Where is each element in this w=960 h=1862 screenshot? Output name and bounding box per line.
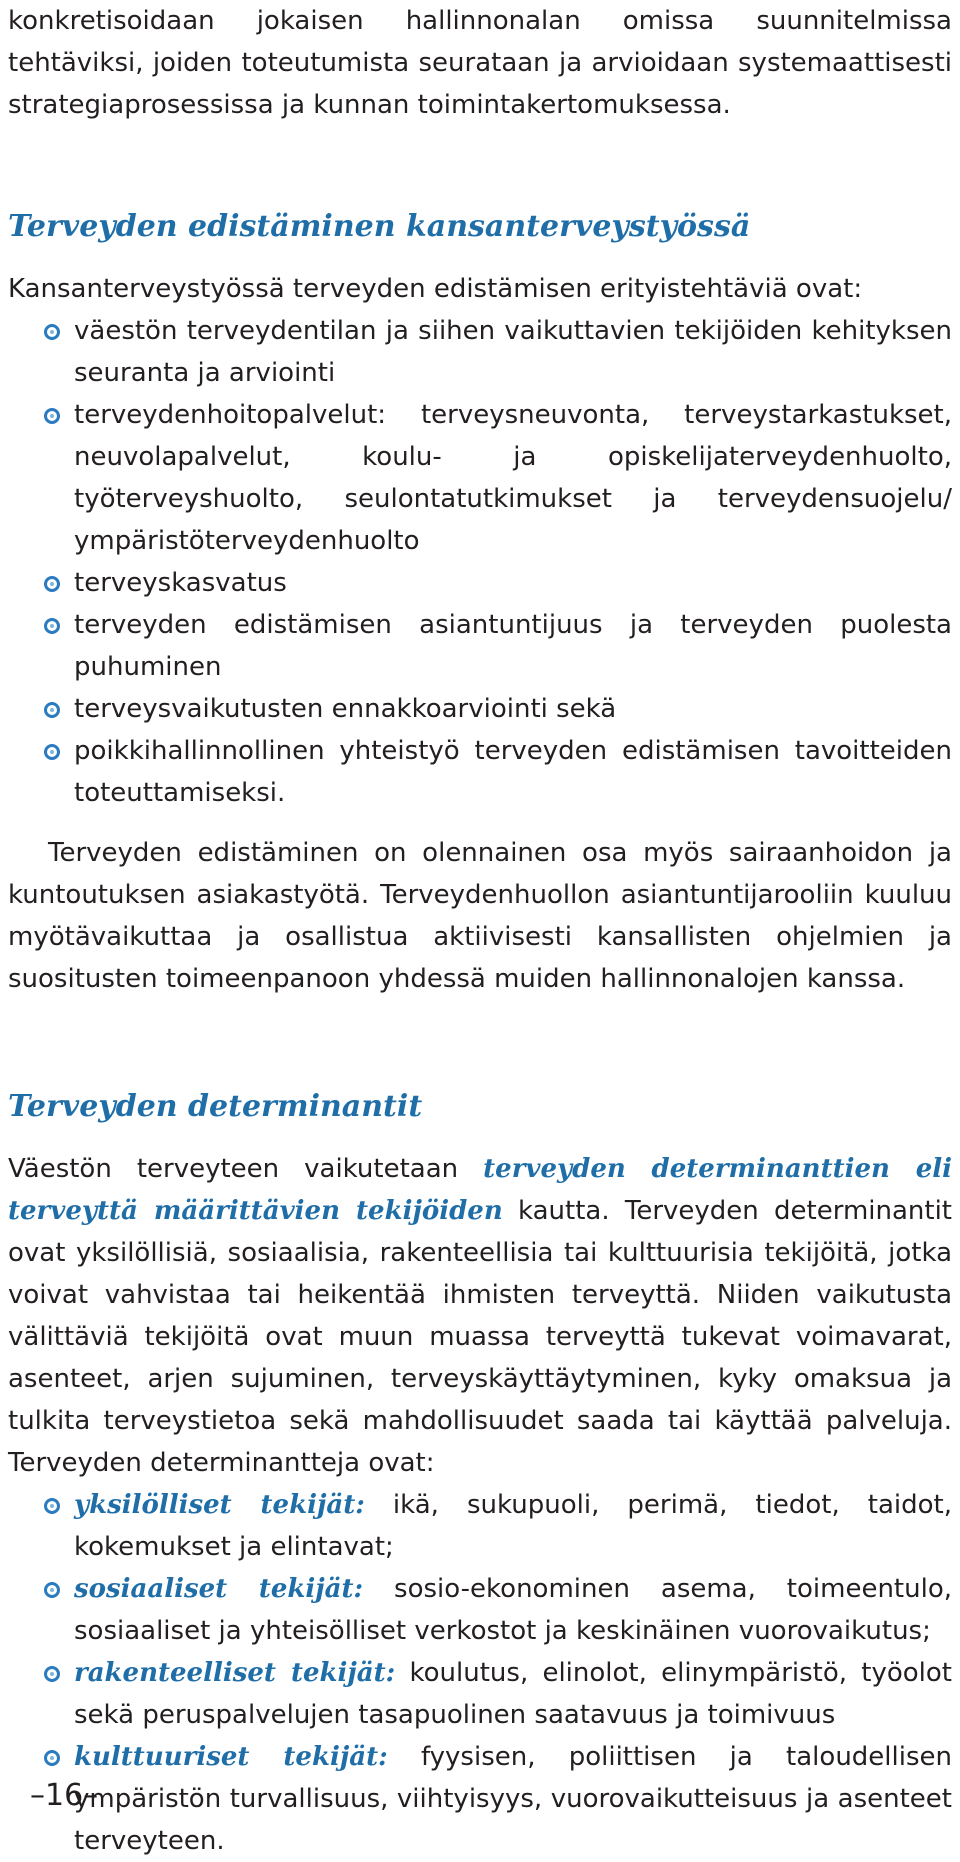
bullet-icon (44, 408, 60, 424)
list-term: sosiaaliset tekijät: (74, 1574, 364, 1604)
bullet-icon (44, 702, 60, 718)
list-term: yksilölliset tekijät: (74, 1490, 365, 1520)
section-heading-determinants: Terveyden determinantit (8, 1089, 423, 1124)
list-item: rakenteelliset tekijät: koulutus, elinolot, elinympäristö, työolot sekä peruspalvelujen tasapuolinen saatavuus ja toimivuus (8, 1652, 952, 1736)
bullet-icon (44, 1498, 60, 1514)
bullet-icon (44, 1582, 60, 1598)
list-item: yksilölliset tekijät: ikä, sukupuoli, perimä, tiedot, taidot, kokemukset ja elintavat; (8, 1484, 952, 1568)
list-item: terveysvaikutusten ennakkoarviointi sekä (8, 688, 952, 730)
intro-paragraph: konkretisoidaan jokaisen hallinnonalan omissa suunnitelmissa tehtäviksi, joiden toteutumista seurataan ja arvioidaan systemaattisesti strategiaprosessissa ja kunnan toimintakertomuksessa. (8, 6, 952, 120)
section1-paragraph: Terveyden edistäminen on olennainen osa myös sairaanhoidon ja kuntoutuksen asiakastyötä. Terveydenhuollon asiantuntijarooliin kuuluu myötävaikuttaa ja osallistua aktiivisesti kansallisten ohjelmien ja suositusten toimeenpanoon yhdessä muiden hallinnonalojen kanssa. (8, 838, 952, 994)
page-number: –16– (30, 1778, 99, 1813)
list-item: väestön terveydentilan ja siihen vaikuttavien tekijöiden kehityksen seuranta ja arviointi (8, 310, 952, 394)
bullet-icon (44, 744, 60, 760)
list-term: rakenteelliset tekijät: (74, 1658, 396, 1688)
list-item: terveydenhoitopalvelut: terveysneuvonta, terveystarkastukset, neuvolapalvelut, koulu- ja opiskelijaterveydenhuolto, työterveyshuolto, seulontatutkimukset ja terveydensuojelu/ ympäristöterveydenhuolto (8, 394, 952, 562)
list-item: kulttuuriset tekijät: fyysisen, poliittisen ja taloudellisen ympäristön turvallisuus, viihtyisyys, vuorovaikutteisuus ja asenteet terveyteen. (8, 1736, 952, 1862)
bullet-icon (44, 576, 60, 592)
section2-list (8, 1484, 952, 1862)
bullet-icon (44, 618, 60, 634)
section-heading-health-promotion: Terveyden edistäminen kansanterveystyössä (8, 209, 751, 244)
emphasized-term: terveyden determinanttien eli terveyttä määrittävien tekijöiden (8, 1154, 952, 1226)
list-term: kulttuuriset tekijät: (74, 1742, 388, 1772)
section2-paragraph: Väestön terveyteen vaikutetaan terveyden determinanttien eli terveyttä määrittävien tekijöiden kautta. Terveyden determinantit ovat yksilöllisiä, sosiaalisia, rakenteellisia tai kulttuurisia tekijöitä, jotka voivat vahvistaa tai heikentää ihmisten terveyttä. Niiden vaikutusta välittäviä tekijöitä ovat muun muassa terveyttä tukevat voimavarat, asenteet, arjen sujuminen, terveyskäyttäytyminen, kyky omaksua ja tulkita terveystietoa sekä mahdollisuudet saada tai käyttää palveluja. Terveyden determinantteja ovat: (8, 1154, 953, 1478)
section1-lead: Kansanterveystyössä terveyden edistämisen erityistehtäviä ovat: (8, 274, 863, 304)
list-item: sosiaaliset tekijät: sosio-ekonominen asema, toimeentulo, sosiaaliset ja yhteisölliset verkostot ja keskinäinen vuorovaikutus; (8, 1568, 952, 1652)
list-item: terveyskasvatus (8, 562, 952, 604)
bullet-icon (44, 1750, 60, 1766)
document-page (8, 0, 952, 1862)
bullet-icon (44, 1666, 60, 1682)
section1-list (8, 310, 952, 814)
list-item: terveyden edistämisen asiantuntijuus ja terveyden puolesta puhuminen (8, 604, 952, 688)
bullet-icon (44, 324, 60, 340)
list-item: poikkihallinnollinen yhteistyö terveyden edistämisen tavoitteiden toteuttamiseksi. (8, 730, 952, 814)
